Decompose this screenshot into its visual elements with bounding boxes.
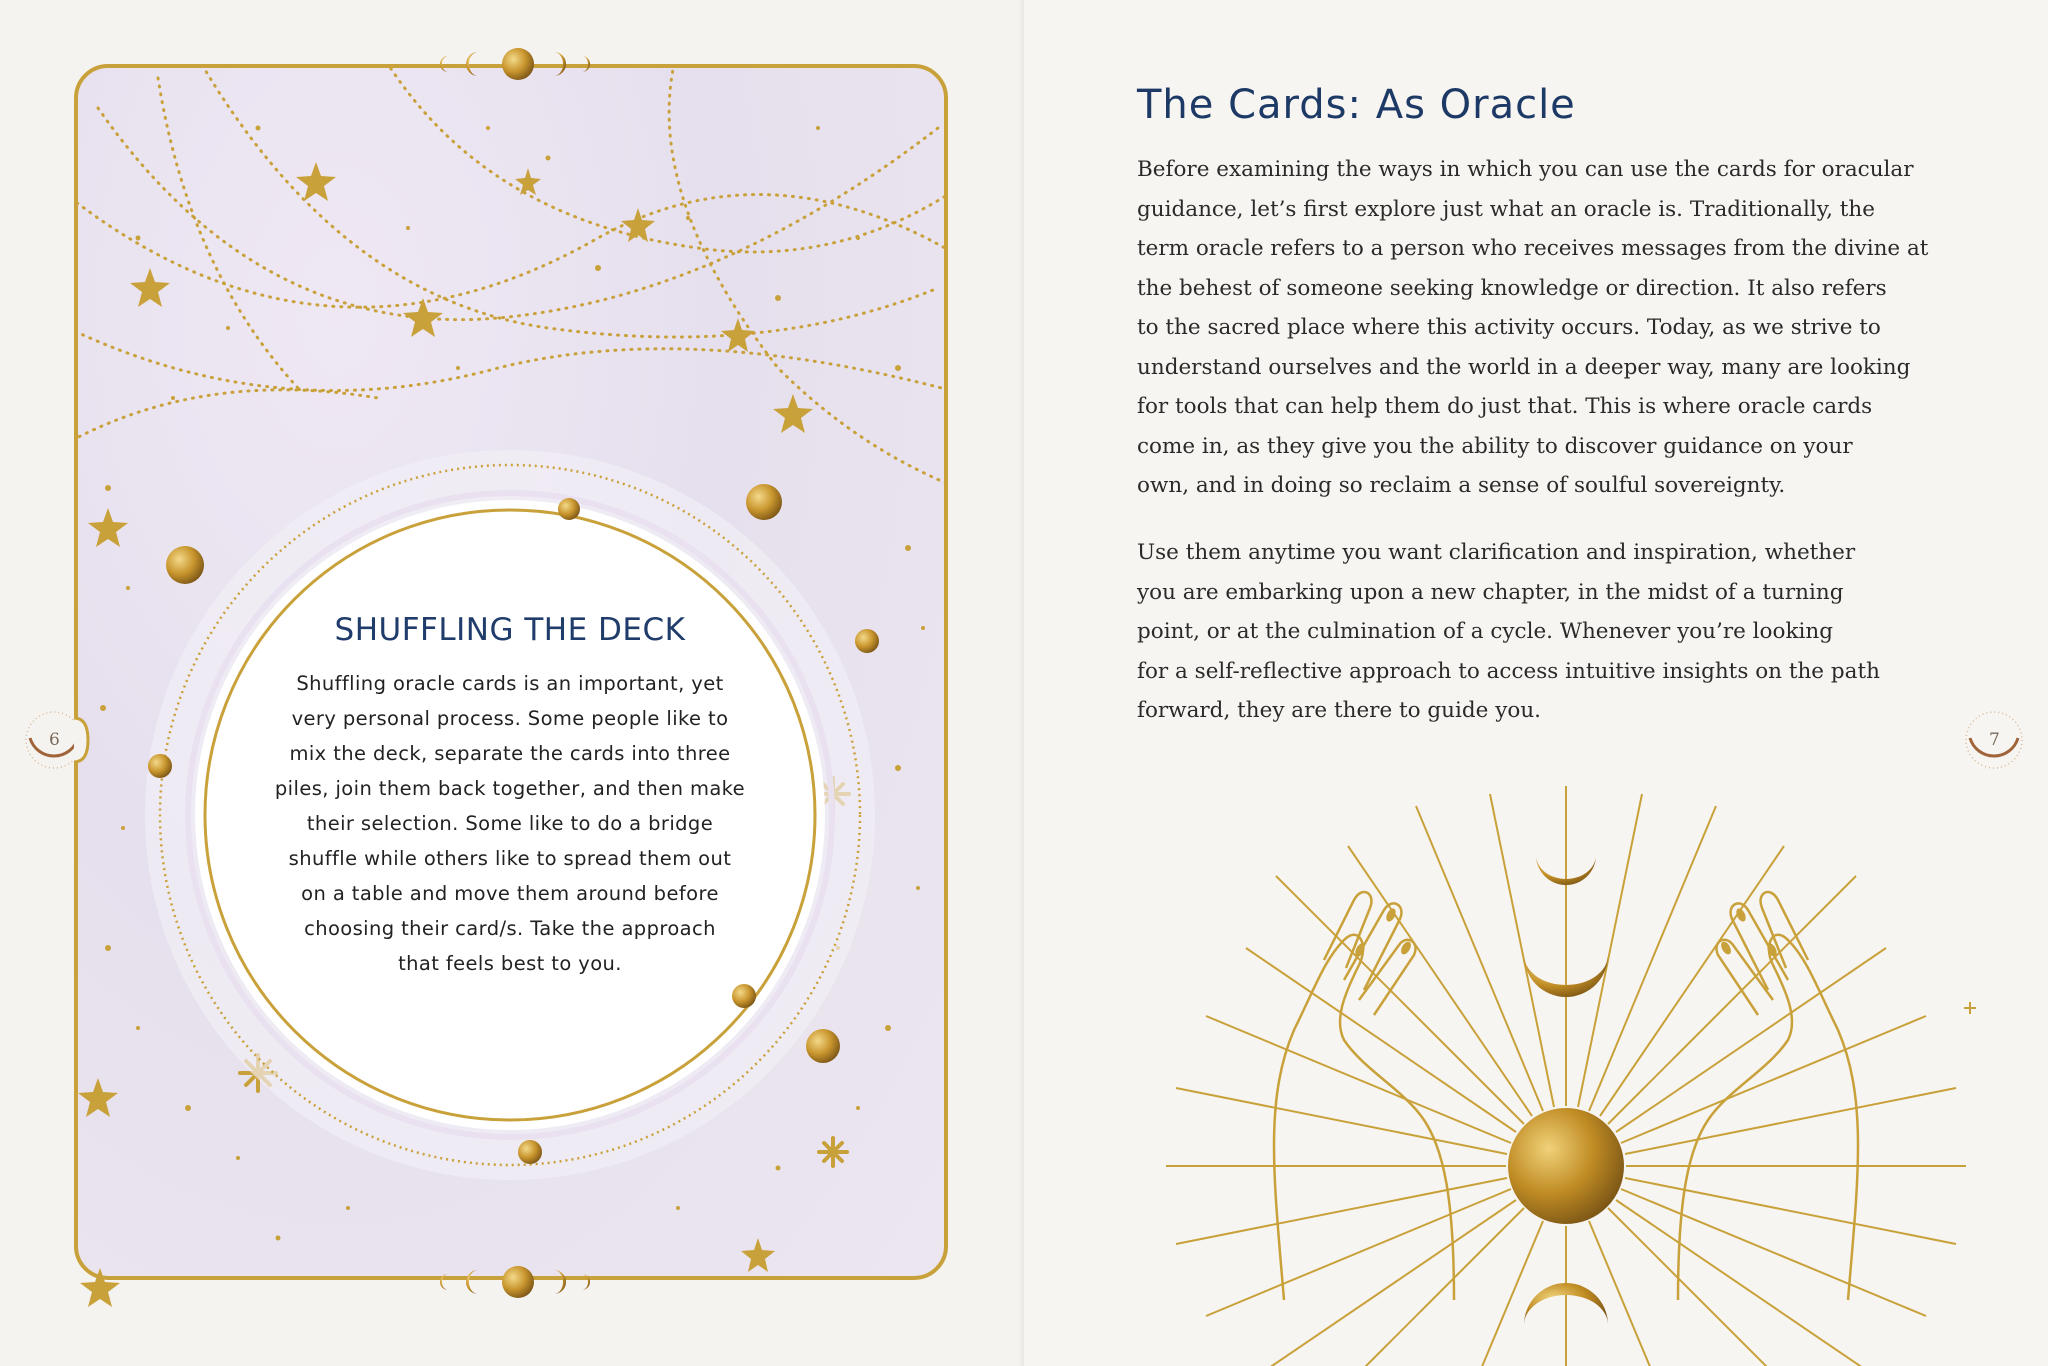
page-number-right: 7 xyxy=(1989,730,2000,750)
paragraph-line: for tools that can help them do just that. This is where oracle cards xyxy=(1137,394,1873,419)
moon-phases-icon xyxy=(440,48,590,80)
card-body-line: Shuffling oracle cards is an important, yet xyxy=(296,672,724,695)
card-body-line: very personal process. Some people like to xyxy=(291,707,729,730)
paragraph-line: the behest of someone seeking knowledge or direction. It also refers xyxy=(1137,275,1887,301)
paragraph-line: term oracle refers to a person who receives messages from the divine at xyxy=(1137,236,1929,261)
paragraph-line: own, and in doing so reclaim a sense of soulful sovereignty. xyxy=(1137,473,1786,498)
paragraph-line: point, or at the culmination of a cycle. Whenever you’re looking xyxy=(1137,619,1833,644)
hands-holding-sun-icon xyxy=(1166,786,1966,1366)
paragraph-line: Before examining the ways in which you can use the cards for oracular xyxy=(1137,157,1914,182)
paragraph-line: you are embarking upon a new chapter, in the midst of a turning xyxy=(1137,579,1844,605)
card-body-line: their selection. Some like to do a bridge xyxy=(306,812,714,835)
card-body-line: that feels best to you. xyxy=(398,952,622,975)
paragraph-line: come in, as they give you the ability to discover guidance on your xyxy=(1137,433,1853,459)
sun-icon xyxy=(1508,1108,1624,1224)
card-title: SHUFFLING THE DECK xyxy=(334,612,686,648)
moon-phases-icon xyxy=(440,1266,590,1298)
right-page xyxy=(1024,0,2048,1366)
paragraph-line: understand ourselves and the world in a deeper way, many are looking xyxy=(1137,354,1911,380)
paragraph-line: Use them anytime you want clarification and inspiration, whether xyxy=(1137,540,1856,565)
paragraph-1 xyxy=(1137,150,1937,506)
card-body-line: shuffle while others like to spread them out xyxy=(288,847,732,870)
page-heading: The Cards: As Oracle xyxy=(1137,82,1576,128)
paragraph-line: for a self-reflective approach to access intuitive insights on the path xyxy=(1137,658,1880,684)
card-body-line: mix the deck, separate the cards into three xyxy=(289,742,731,765)
card-text-block xyxy=(270,612,750,981)
paragraph-line: guidance, let’s first explore just what an oracle is. Traditionally, the xyxy=(1137,196,1875,222)
sparkle-star-icon xyxy=(80,1268,120,1307)
paragraph-2 xyxy=(1137,533,1937,731)
paragraph-line: forward, they are there to guide you. xyxy=(1137,698,1541,723)
page-number-left: 6 xyxy=(49,730,60,750)
card-body xyxy=(270,666,750,981)
paragraph-line: to the sacred place where this activity occurs. Today, as we strive to xyxy=(1137,315,1881,340)
card-body-line: choosing their card/s. Take the approach xyxy=(304,917,716,940)
card-body-line: piles, join them back together, and then make xyxy=(274,777,746,800)
card-body-line: on a table and move them around before xyxy=(301,882,719,905)
